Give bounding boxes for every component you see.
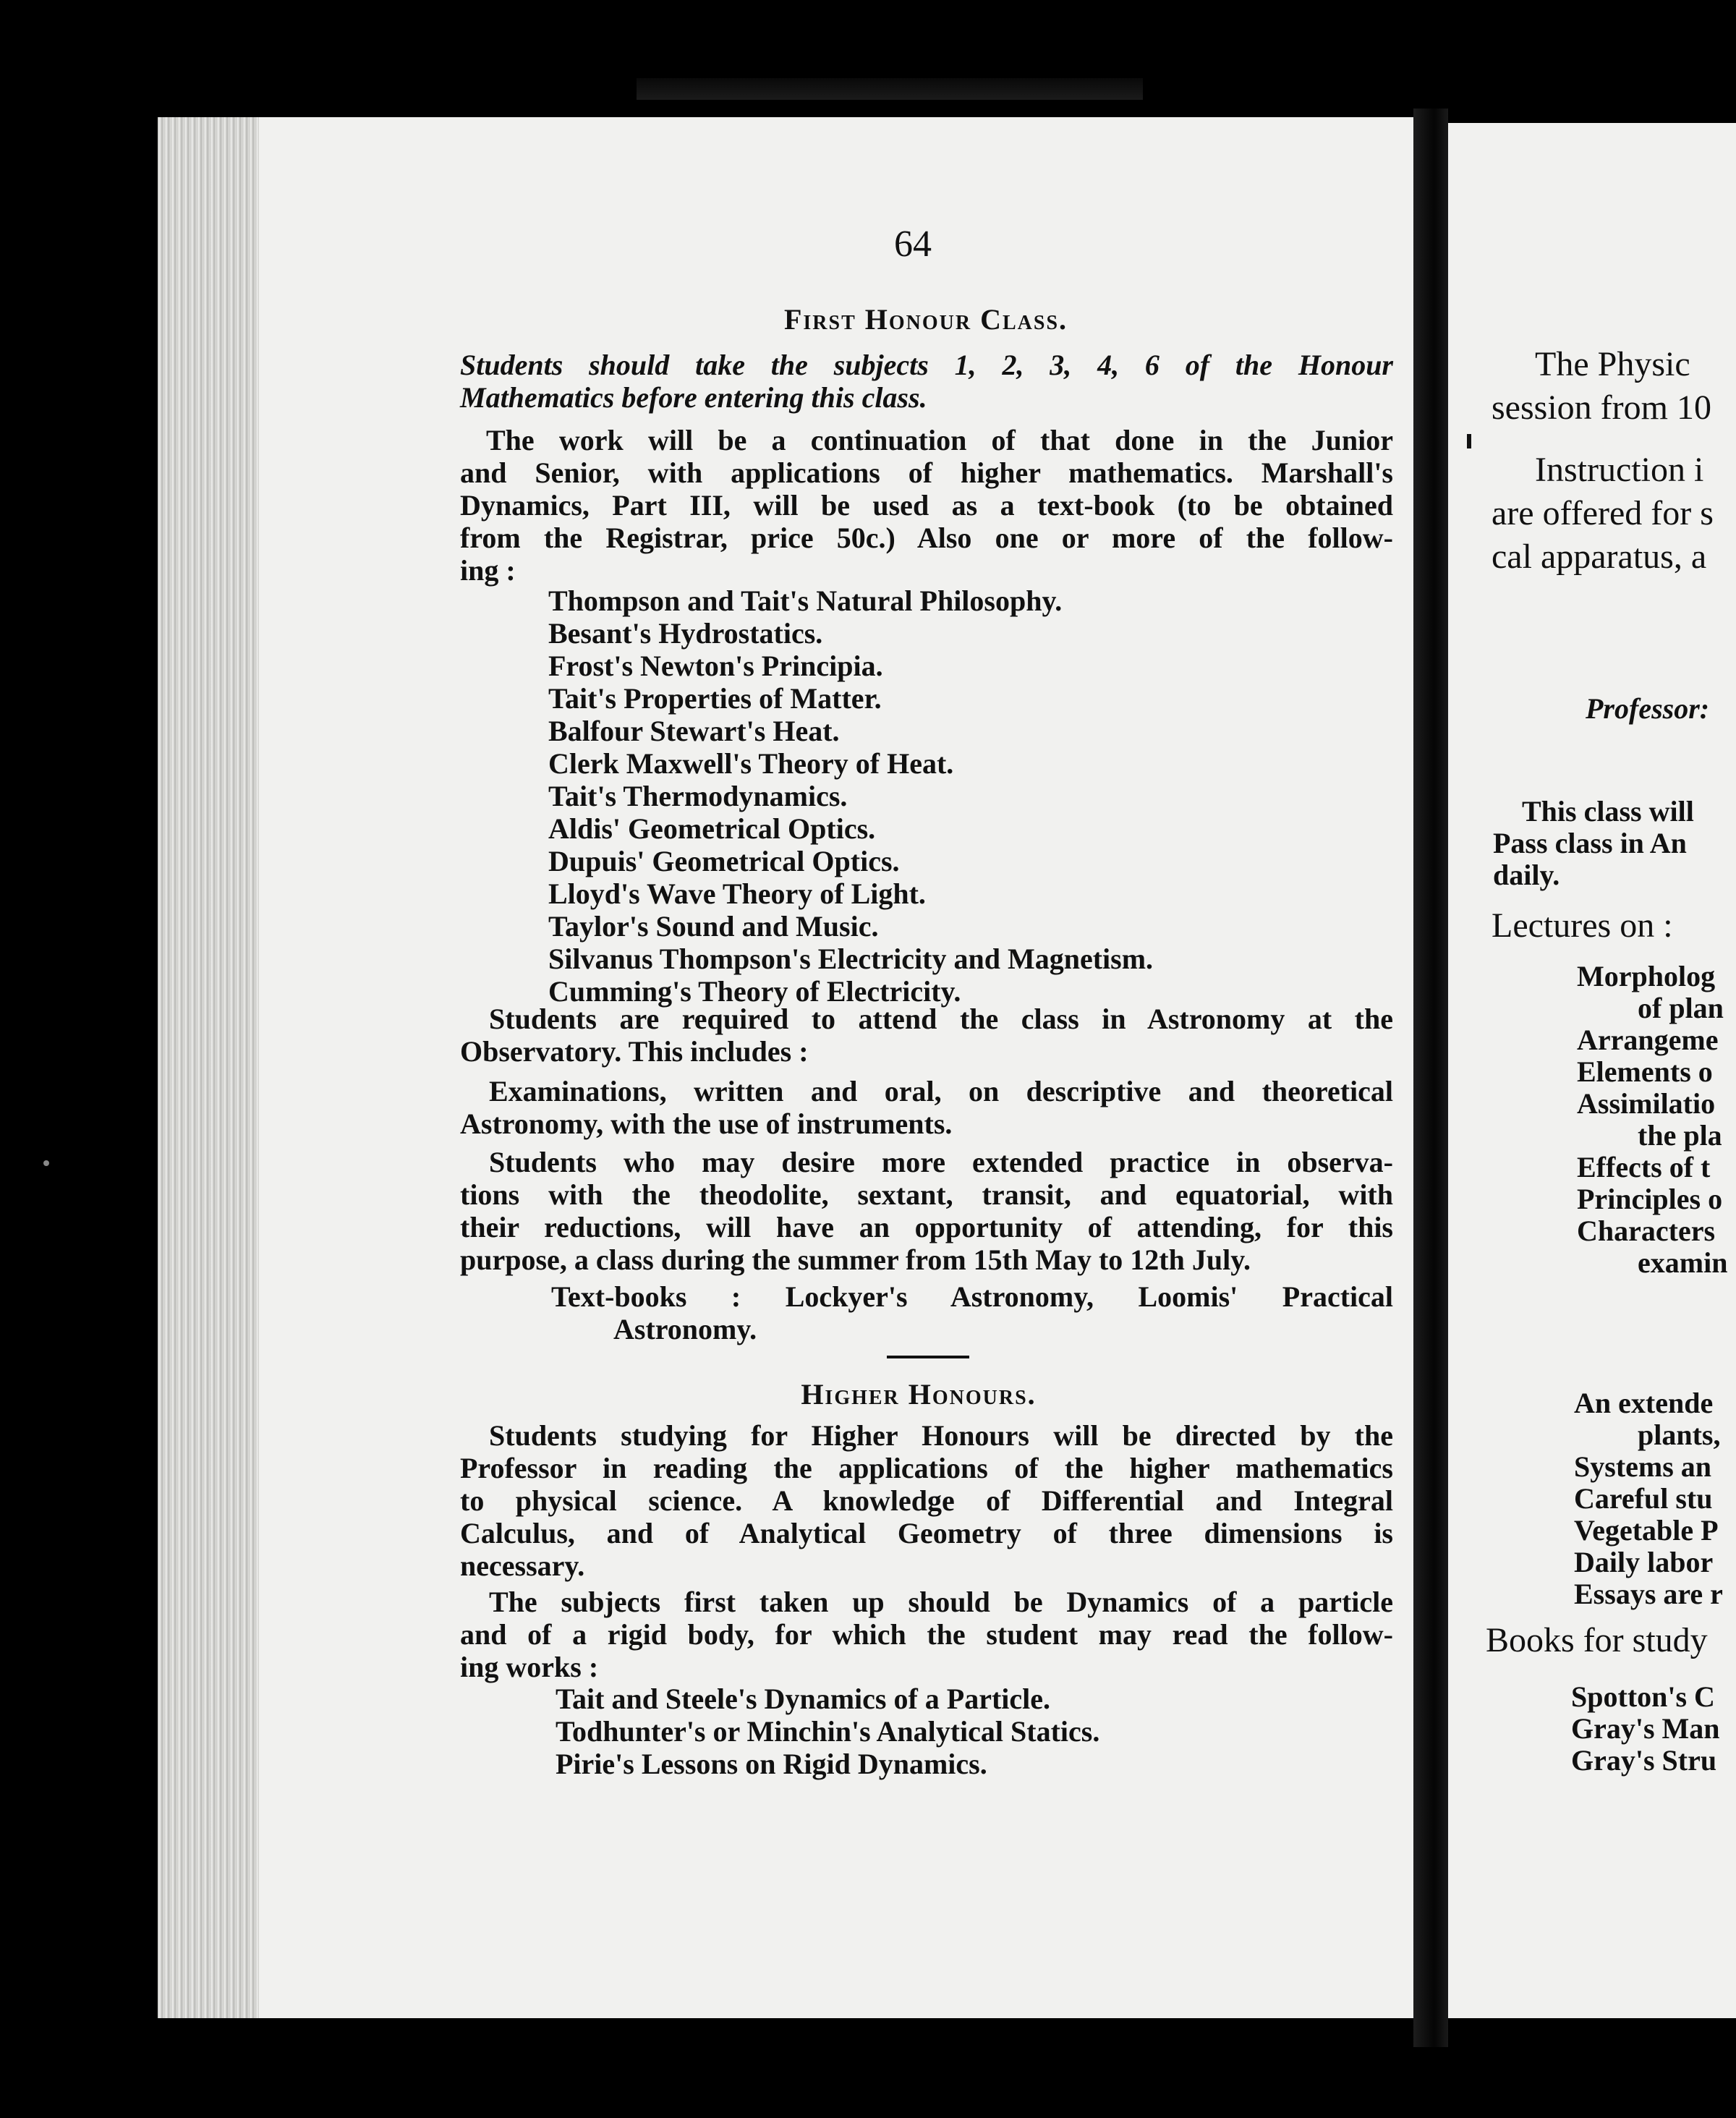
lecture-item: the pla bbox=[1638, 1119, 1722, 1152]
text-line: The subjects first taken up should be Dynamics of a particle bbox=[489, 1586, 1393, 1618]
text-line: Astronomy. bbox=[613, 1313, 757, 1345]
book-item: Gray's Stru bbox=[1571, 1744, 1717, 1777]
higher-honours-para2 bbox=[460, 1586, 1393, 1683]
book-item: Gray's Man bbox=[1571, 1712, 1720, 1745]
text-line: tions with the theodolite, sextant, transit, and equatorial, with bbox=[460, 1178, 1393, 1211]
text-line: and of a rigid body, for which the student may read the follow- bbox=[460, 1618, 1393, 1651]
list-item: Lloyd's Wave Theory of Light. bbox=[548, 877, 926, 910]
text-line: ing works : bbox=[460, 1651, 599, 1683]
right-page-line: session from 10 bbox=[1492, 388, 1711, 427]
professor-label: Professor: bbox=[1586, 692, 1710, 725]
text-line: Dynamics, Part III, will be used as a text-book (to be obtained bbox=[460, 489, 1393, 522]
list-item: Dupuis' Geometrical Optics. bbox=[548, 845, 900, 877]
text-line: The work will be a continuation of that done in the Junior bbox=[486, 424, 1393, 456]
textbooks-para bbox=[551, 1280, 1393, 1345]
book-list bbox=[548, 584, 1153, 1008]
examinations-para bbox=[460, 1075, 1393, 1140]
list-item: Taylor's Sound and Music. bbox=[548, 910, 879, 943]
book-item: Spotton's C bbox=[1571, 1680, 1715, 1713]
text-line: Students studying for Higher Honours will be directed by the bbox=[489, 1419, 1393, 1452]
list-item: Besant's Hydrostatics. bbox=[548, 617, 823, 650]
page-edges bbox=[158, 117, 259, 2018]
lecture-item: Characters bbox=[1577, 1215, 1716, 1247]
page-number: 64 bbox=[894, 224, 932, 265]
right-page-line: The Physic bbox=[1535, 345, 1690, 383]
first-honour-heading: First Honour Class. bbox=[783, 303, 1068, 336]
text-line: Text-books : Lockyer's Astronomy, Loomis' Practical bbox=[551, 1280, 1393, 1313]
right-page-line: cal apparatus, a bbox=[1492, 537, 1707, 576]
text-line: Mathematics before entering this class. bbox=[460, 381, 927, 414]
text-line: Astronomy, with the use of instruments. bbox=[460, 1107, 953, 1140]
lecture-item: examin bbox=[1638, 1246, 1728, 1279]
higher-honours-heading: Higher Honours. bbox=[801, 1378, 1037, 1411]
list-item: Pirie's Lessons on Rigid Dynamics. bbox=[556, 1748, 987, 1780]
lecture-item: Elements o bbox=[1577, 1055, 1713, 1088]
lecture-item: of plan bbox=[1638, 992, 1724, 1024]
first-honour-intro bbox=[460, 349, 1393, 414]
list-item: Cumming's Theory of Electricity. bbox=[548, 975, 961, 1008]
right-page-line: daily. bbox=[1493, 859, 1560, 891]
book-top-edge bbox=[637, 78, 1143, 100]
higher-honours-para1 bbox=[460, 1419, 1393, 1582]
first-honour-para1 bbox=[460, 424, 1393, 587]
section-divider bbox=[887, 1356, 969, 1358]
lecture-item: Morpholog bbox=[1577, 960, 1716, 992]
text-line: Calculus, and of Analytical Geometry of three dimensions is bbox=[460, 1517, 1393, 1549]
right-page-line: Instruction i bbox=[1535, 451, 1704, 489]
extended-item: Careful stu bbox=[1574, 1482, 1713, 1515]
right-page-line: are offered for s bbox=[1492, 494, 1714, 532]
astronomy-para bbox=[460, 1003, 1393, 1068]
text-line: purpose, a class during the summer from 15th May to 12th July. bbox=[460, 1243, 1251, 1276]
lecture-item: Assimilatio bbox=[1577, 1087, 1716, 1120]
book-gutter bbox=[1413, 109, 1448, 2047]
works-list bbox=[556, 1683, 1099, 1780]
text-line: Examinations, written and oral, on descriptive and theoretical bbox=[489, 1075, 1393, 1107]
list-item: Aldis' Geometrical Optics. bbox=[548, 812, 876, 845]
text-line: from the Registrar, price 50c.) Also one or more of the follow- bbox=[460, 522, 1393, 554]
extended-item: Daily labor bbox=[1574, 1546, 1714, 1578]
extended-item: plants, bbox=[1638, 1419, 1721, 1451]
text-line: Professor in reading the applications of the higher mathematics bbox=[460, 1452, 1393, 1484]
text-line: and Senior, with applications of higher mathematics. Marshall's bbox=[460, 456, 1393, 489]
text-line: Observatory. This includes : bbox=[460, 1035, 809, 1068]
list-item: Thompson and Tait's Natural Philosophy. bbox=[548, 584, 1063, 617]
text-line: Students should take the subjects 1, 2, 3, 4, 6 of the Honour bbox=[460, 349, 1393, 381]
text-line: Students are required to attend the class in Astronomy at the bbox=[489, 1003, 1393, 1035]
scan-mark bbox=[1467, 434, 1471, 448]
text-line: to physical science. A knowledge of Differential and Integral bbox=[460, 1484, 1393, 1517]
list-item: Tait's Thermodynamics. bbox=[548, 780, 848, 812]
list-item: Tait's Properties of Matter. bbox=[548, 682, 882, 715]
text-line: Students who may desire more extended practice in observa- bbox=[489, 1146, 1393, 1178]
list-item: Clerk Maxwell's Theory of Heat. bbox=[548, 747, 954, 780]
extended-item: An extende bbox=[1574, 1387, 1714, 1419]
right-page-line: Pass class in An bbox=[1493, 827, 1687, 859]
list-item: Balfour Stewart's Heat. bbox=[548, 715, 840, 747]
extended-item: Systems an bbox=[1574, 1450, 1712, 1483]
extended-item: Essays are r bbox=[1574, 1578, 1723, 1610]
observations-para bbox=[460, 1146, 1393, 1276]
right-page-line: This class will bbox=[1522, 795, 1694, 828]
lecture-item: Arrangeme bbox=[1577, 1024, 1719, 1056]
list-item: Todhunter's or Minchin's Analytical Statics. bbox=[556, 1715, 1100, 1748]
books-heading: Books for study bbox=[1486, 1621, 1708, 1659]
list-item: Silvanus Thompson's Electricity and Magnetism. bbox=[548, 943, 1154, 975]
scan-mark bbox=[43, 1160, 49, 1166]
list-item: Frost's Newton's Principia. bbox=[548, 650, 883, 682]
list-item: Tait and Steele's Dynamics of a Particle. bbox=[556, 1683, 1051, 1715]
lecture-item: Principles o bbox=[1577, 1183, 1723, 1215]
lecture-item: Effects of t bbox=[1577, 1151, 1711, 1183]
lectures-heading: Lectures on : bbox=[1492, 906, 1673, 945]
extended-item: Vegetable P bbox=[1574, 1514, 1719, 1547]
text-line: ing : bbox=[460, 554, 516, 587]
text-line: necessary. bbox=[460, 1549, 585, 1582]
text-line: their reductions, will have an opportunity of attending, for this bbox=[460, 1211, 1393, 1243]
